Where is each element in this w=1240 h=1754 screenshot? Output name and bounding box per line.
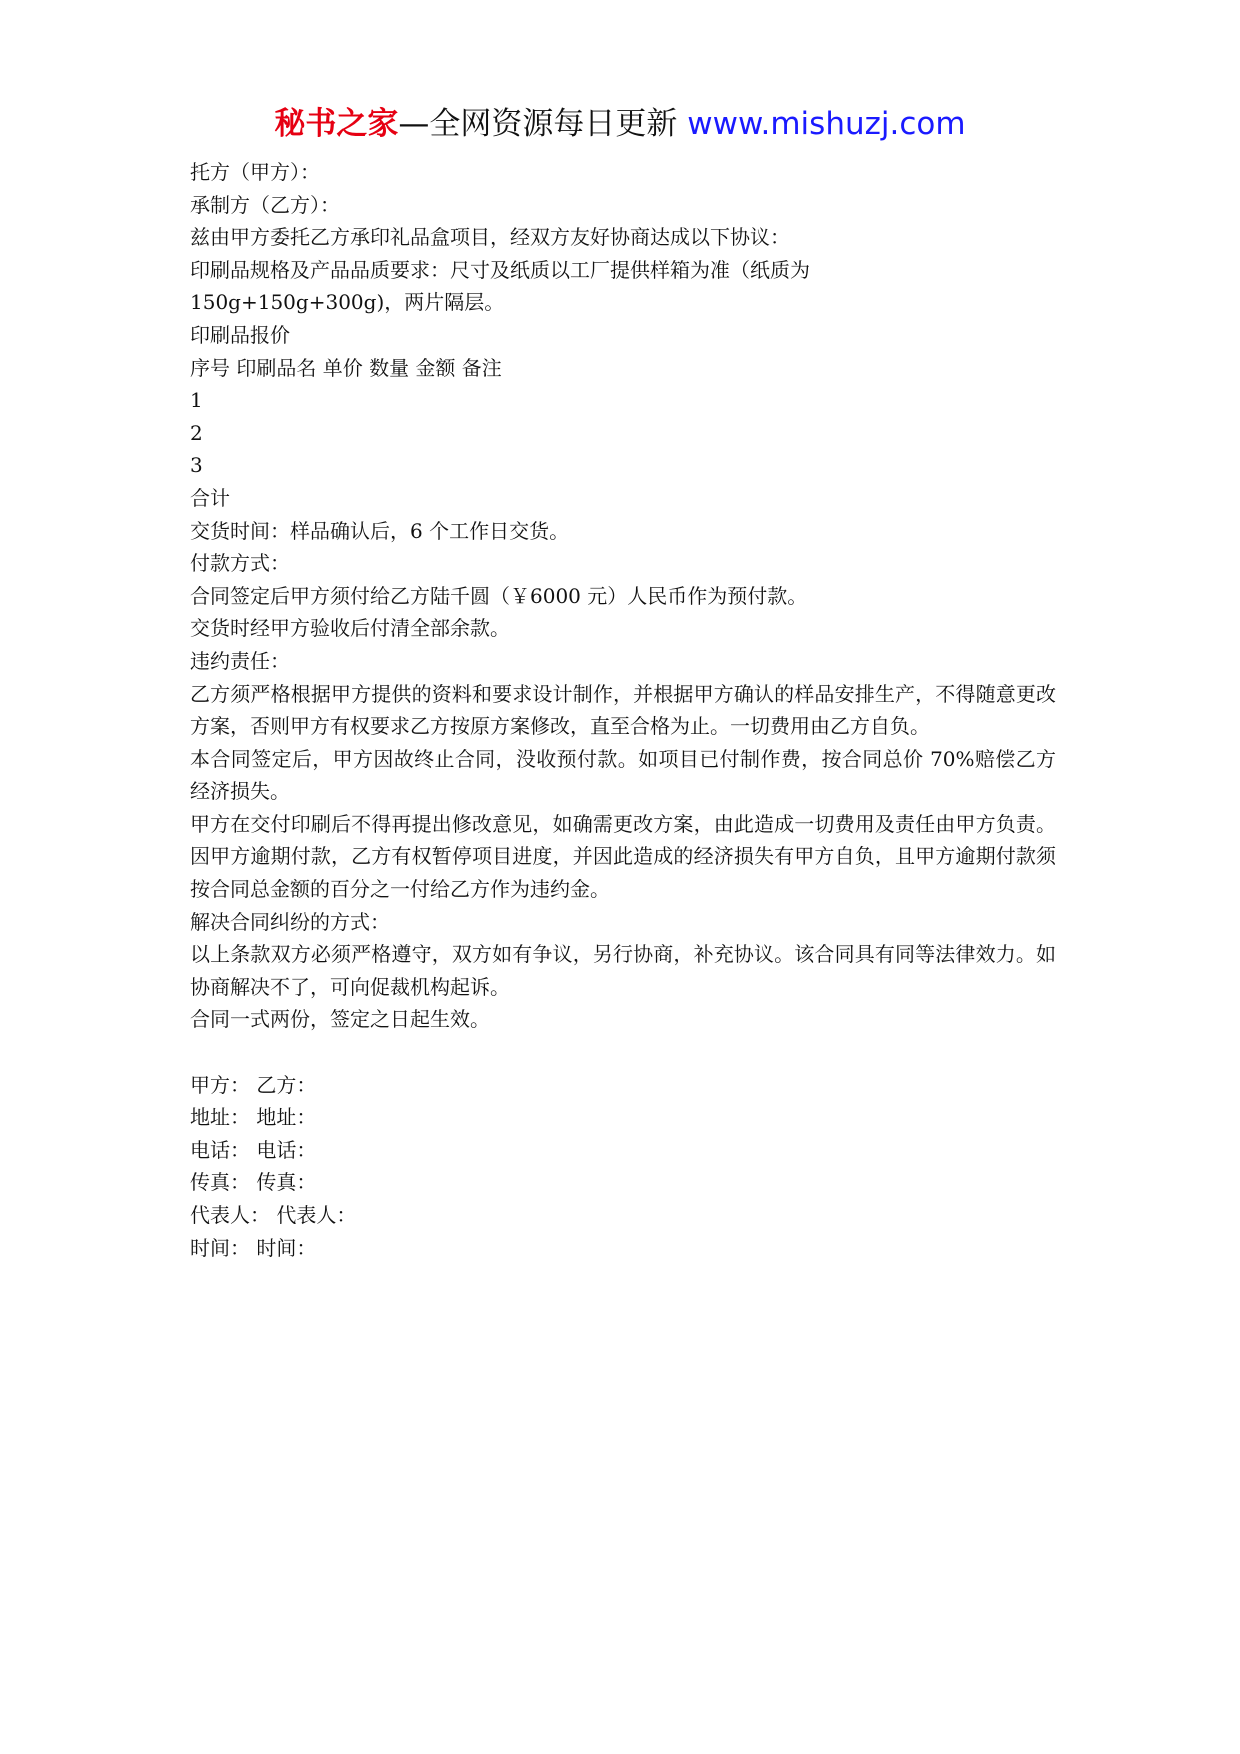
contract-body — [190, 156, 1056, 1264]
banner-slogan: —全网资源每日更新 — [398, 106, 678, 142]
quote-row-3: 3 — [190, 453, 203, 478]
quote-title: 印刷品报价 — [190, 322, 290, 347]
dispute-title: 解决合同纠纷的方式： — [190, 909, 390, 934]
liability-paragraph-2: 本合同签定后，甲方因故终止合同，没收预付款。如项目已付制作费，按合同总价 70%赔偿乙方经济损失。 — [190, 746, 1056, 804]
signature-label-a: 地址： — [190, 1105, 250, 1130]
signature-label-b: 代表人： — [276, 1203, 357, 1227]
banner-url-link[interactable]: www.mishuzj.com — [687, 106, 966, 142]
liability-paragraph-1: 乙方须严格根据甲方提供的资料和要求设计制作，并根据甲方确认的样品安排生产，不得随意更改方案，否则甲方有权要求乙方按原方案修改，直至合格为止。一切费用由乙方自负。 — [190, 681, 1056, 739]
signature-row — [190, 1166, 1056, 1199]
quote-table-header: 序号 印刷品名 单价 数量 金额 备注 — [190, 355, 502, 380]
payment-title: 付款方式： — [190, 551, 290, 576]
signature-row — [190, 1069, 1056, 1102]
signature-label-a: 电话： — [190, 1137, 250, 1162]
signature-label-a: 时间： — [190, 1235, 250, 1260]
quote-row-1: 1 — [190, 388, 203, 413]
signature-row — [190, 1232, 1056, 1265]
signature-label-a: 甲方： — [190, 1072, 250, 1097]
liability-paragraph-3: 甲方在交付印刷后不得再提出修改意见，如确需更改方案，由此造成一切费用及责任由甲方负责。因甲方逾期付款，乙方有权暂停项目进度，并因此造成的经济损失有甲方自负，且甲方逾期付款须按合同总金额的百分之一付给乙方作为违约金。 — [190, 811, 1056, 902]
spec-line-2: 150g+150g+300g)，两片隔层。 — [190, 290, 505, 315]
banner-brand: 秘书之家 — [274, 106, 399, 142]
party-a-line: 托方（甲方）： — [190, 160, 320, 184]
party-b-line: 承制方（乙方）： — [190, 192, 340, 217]
signature-label-a: 代表人： — [190, 1203, 270, 1227]
intro-paragraph: 兹由甲方委托乙方承印礼品盒项目，经双方友好协商达成以下协议： — [190, 225, 790, 250]
liability-title: 违约责任： — [190, 648, 290, 673]
site-banner — [0, 100, 1240, 148]
signature-label-b: 乙方： — [256, 1072, 317, 1097]
signature-label-b: 传真： — [256, 1170, 317, 1195]
signature-row — [190, 1101, 1056, 1134]
signature-label-b: 电话： — [256, 1137, 317, 1162]
signature-block — [190, 1069, 1056, 1265]
signature-label-a: 传真： — [190, 1170, 250, 1195]
delivery-terms: 交货时间：样品确认后，6 个工作日交货。 — [190, 518, 570, 543]
signature-row — [190, 1134, 1056, 1167]
signature-label-b: 时间： — [256, 1235, 317, 1260]
payment-line-1: 合同签定后甲方须付给乙方陆千圆（￥6000 元）人民币作为预付款。 — [190, 583, 808, 608]
spec-line-1: 印刷品规格及产品品质要求：尺寸及纸质以工厂提供样箱为准（纸质为 — [190, 257, 810, 282]
copies-line: 合同一式两份，签定之日起生效。 — [190, 1007, 490, 1032]
signature-row — [190, 1199, 1056, 1232]
signature-label-b: 地址： — [256, 1105, 317, 1130]
blank-line — [190, 1036, 1056, 1069]
dispute-paragraph: 以上条款双方必须严格遵守，双方如有争议，另行协商，补充协议。该合同具有同等法律效力。如协商解决不了，可向促裁机构起诉。 — [190, 942, 1056, 999]
payment-line-2: 交货时经甲方验收后付清全部余款。 — [190, 616, 510, 641]
quote-total: 合计 — [190, 485, 230, 510]
quote-row-2: 2 — [190, 420, 203, 445]
